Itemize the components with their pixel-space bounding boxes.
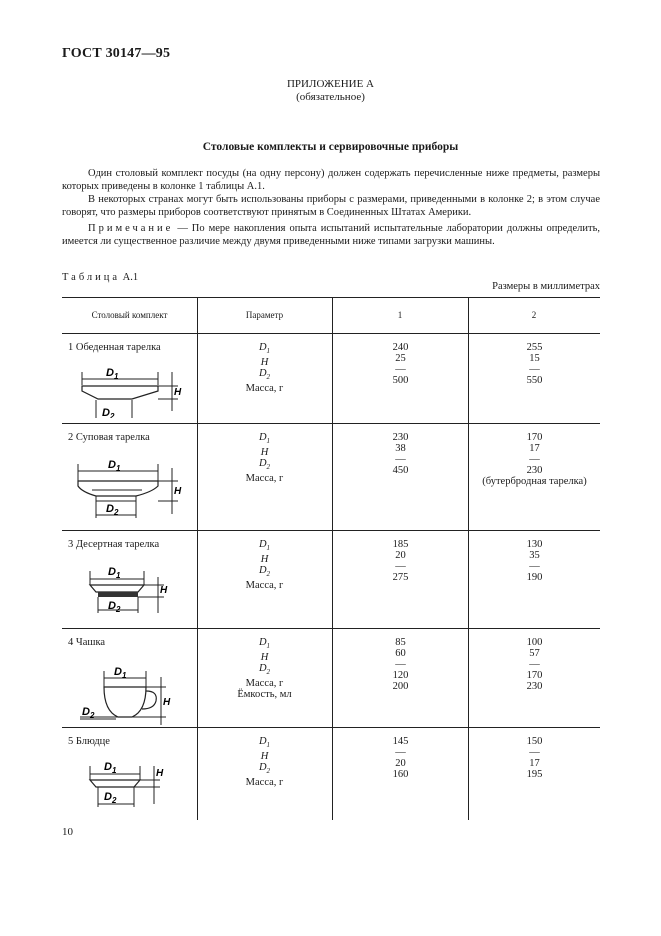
table-row xyxy=(62,432,600,530)
row-divider xyxy=(62,530,600,531)
param: Масса, г xyxy=(245,473,284,485)
header-col-2: 2 xyxy=(531,310,537,320)
dimension-label: $D_2$ xyxy=(108,600,121,614)
param: $D_2$ xyxy=(258,762,271,776)
dessert-plate-sketch xyxy=(66,555,186,625)
param-list xyxy=(197,736,332,788)
col2-values: 170 17 — 230 (бутербродная тарелка) xyxy=(482,432,587,487)
col2-values: 150 — 17 195 xyxy=(526,736,543,780)
row-label: 2 Суповая тарелка xyxy=(68,432,150,443)
note-text: — По мере накопления опыта испытаний испытательные лаборатории должны определить, имеется ли существенное различие между двумя приведенными ниже типами загрузки машины. xyxy=(62,223,600,247)
col1-values: 145 — 20 160 xyxy=(392,736,409,780)
param: Масса, г xyxy=(245,580,284,592)
param: $D_2$ xyxy=(258,663,271,677)
param: $D_2$ xyxy=(258,565,271,579)
section-title: Столовые комплекты и сервировочные приборы xyxy=(202,141,459,153)
row-label: 4 Чашка xyxy=(68,637,106,648)
col1-values: 185 20 — 275 xyxy=(392,539,409,583)
param: Масса, г xyxy=(245,678,284,690)
dimension-label: $D_1$ xyxy=(106,367,119,381)
param-list xyxy=(197,432,332,484)
soup-plate-sketch xyxy=(66,448,186,528)
param: $D_1$ xyxy=(258,342,271,356)
cup-sketch xyxy=(66,653,186,728)
dimension-label: $D_1$ xyxy=(108,459,121,473)
page-number: 10 xyxy=(62,826,73,838)
table-row xyxy=(62,736,600,820)
dimension-label: H xyxy=(163,697,171,708)
paragraph-1: Один столовый комплект посуды (на одну персону) должен содержать перечисленные ниже предметы, размеры которых приведены в колонке 1 таблицы А.1. xyxy=(62,168,600,192)
dimension-label: H xyxy=(174,387,182,398)
note-paragraph xyxy=(62,222,600,248)
col1-values: 230 38 — 450 xyxy=(392,432,409,476)
units-note: Размеры в миллиметрах xyxy=(492,281,600,292)
param: H xyxy=(260,447,269,459)
header-col-1: 1 xyxy=(397,310,403,320)
param: Масса, г xyxy=(245,777,284,789)
col2-values: 255 15 — 550 xyxy=(526,342,543,386)
param: H xyxy=(260,652,269,664)
dimension-label: $D_2$ xyxy=(104,791,117,805)
header-parameter: Параметр xyxy=(245,310,284,320)
note-label: Примечание xyxy=(88,223,174,234)
param: $D_2$ xyxy=(258,368,271,382)
dimensions-table xyxy=(62,297,600,820)
param: Ёмкость, мл xyxy=(237,689,292,701)
dimension-label: H xyxy=(156,768,164,779)
table-header-divider xyxy=(62,333,600,334)
row-divider xyxy=(62,423,600,424)
param: Масса, г xyxy=(245,383,284,395)
col2-values: 130 35 — 190 xyxy=(526,539,543,583)
header-set: Столовый комплект xyxy=(91,310,168,320)
param: H xyxy=(260,554,269,566)
appendix-subtitle: (обязательное) xyxy=(296,91,365,103)
appendix-title: ПРИЛОЖЕНИЕ А xyxy=(286,78,374,90)
row-label: 3 Десертная тарелка xyxy=(68,539,160,550)
param-list xyxy=(197,342,332,394)
param-list xyxy=(197,539,332,591)
param: $D_1$ xyxy=(258,637,271,651)
param: $D_1$ xyxy=(258,432,271,446)
dimension-label: $D_2$ xyxy=(82,706,95,720)
table-label: Таблица А.1 xyxy=(62,272,139,283)
col1-values: 240 25 — 500 xyxy=(392,342,409,386)
dimension-label: H xyxy=(160,585,168,596)
dimension-label: $D_2$ xyxy=(102,407,115,418)
row-divider xyxy=(62,727,600,728)
row-divider xyxy=(62,628,600,629)
col2-values: 100 57 — 170 230 xyxy=(526,637,543,692)
table-row xyxy=(62,342,600,423)
dimension-label: $D_1$ xyxy=(114,666,127,680)
param: $D_1$ xyxy=(258,736,271,750)
param: H xyxy=(260,751,269,763)
param: H xyxy=(260,357,269,369)
dimension-label: $D_2$ xyxy=(106,503,119,517)
saucer-sketch xyxy=(66,752,186,817)
param-list xyxy=(197,637,332,700)
table-row xyxy=(62,539,600,629)
dimension-label: $D_1$ xyxy=(108,566,121,580)
paragraph-2: В некоторых странах могут быть использованы приборы с размерами, приведенными в колонке 2; в этом случае говорят, что размеры приборов соответствуют принятым в Соединенных Штатах Америки. xyxy=(62,194,600,218)
row-label: 5 Блюдце xyxy=(68,736,110,747)
param: $D_2$ xyxy=(258,458,271,472)
appendix-heading xyxy=(0,78,661,104)
param: $D_1$ xyxy=(258,539,271,553)
dimension-label: $D_1$ xyxy=(104,761,117,775)
table-row xyxy=(62,637,600,727)
dinner-plate-sketch xyxy=(66,358,186,418)
row-label: 1 Обеденная тарелка xyxy=(68,342,161,353)
col1-values: 85 60 — 120 200 xyxy=(392,637,409,692)
dimension-label: H xyxy=(174,486,182,497)
document-header: ГОСТ 30147—95 xyxy=(62,46,171,61)
